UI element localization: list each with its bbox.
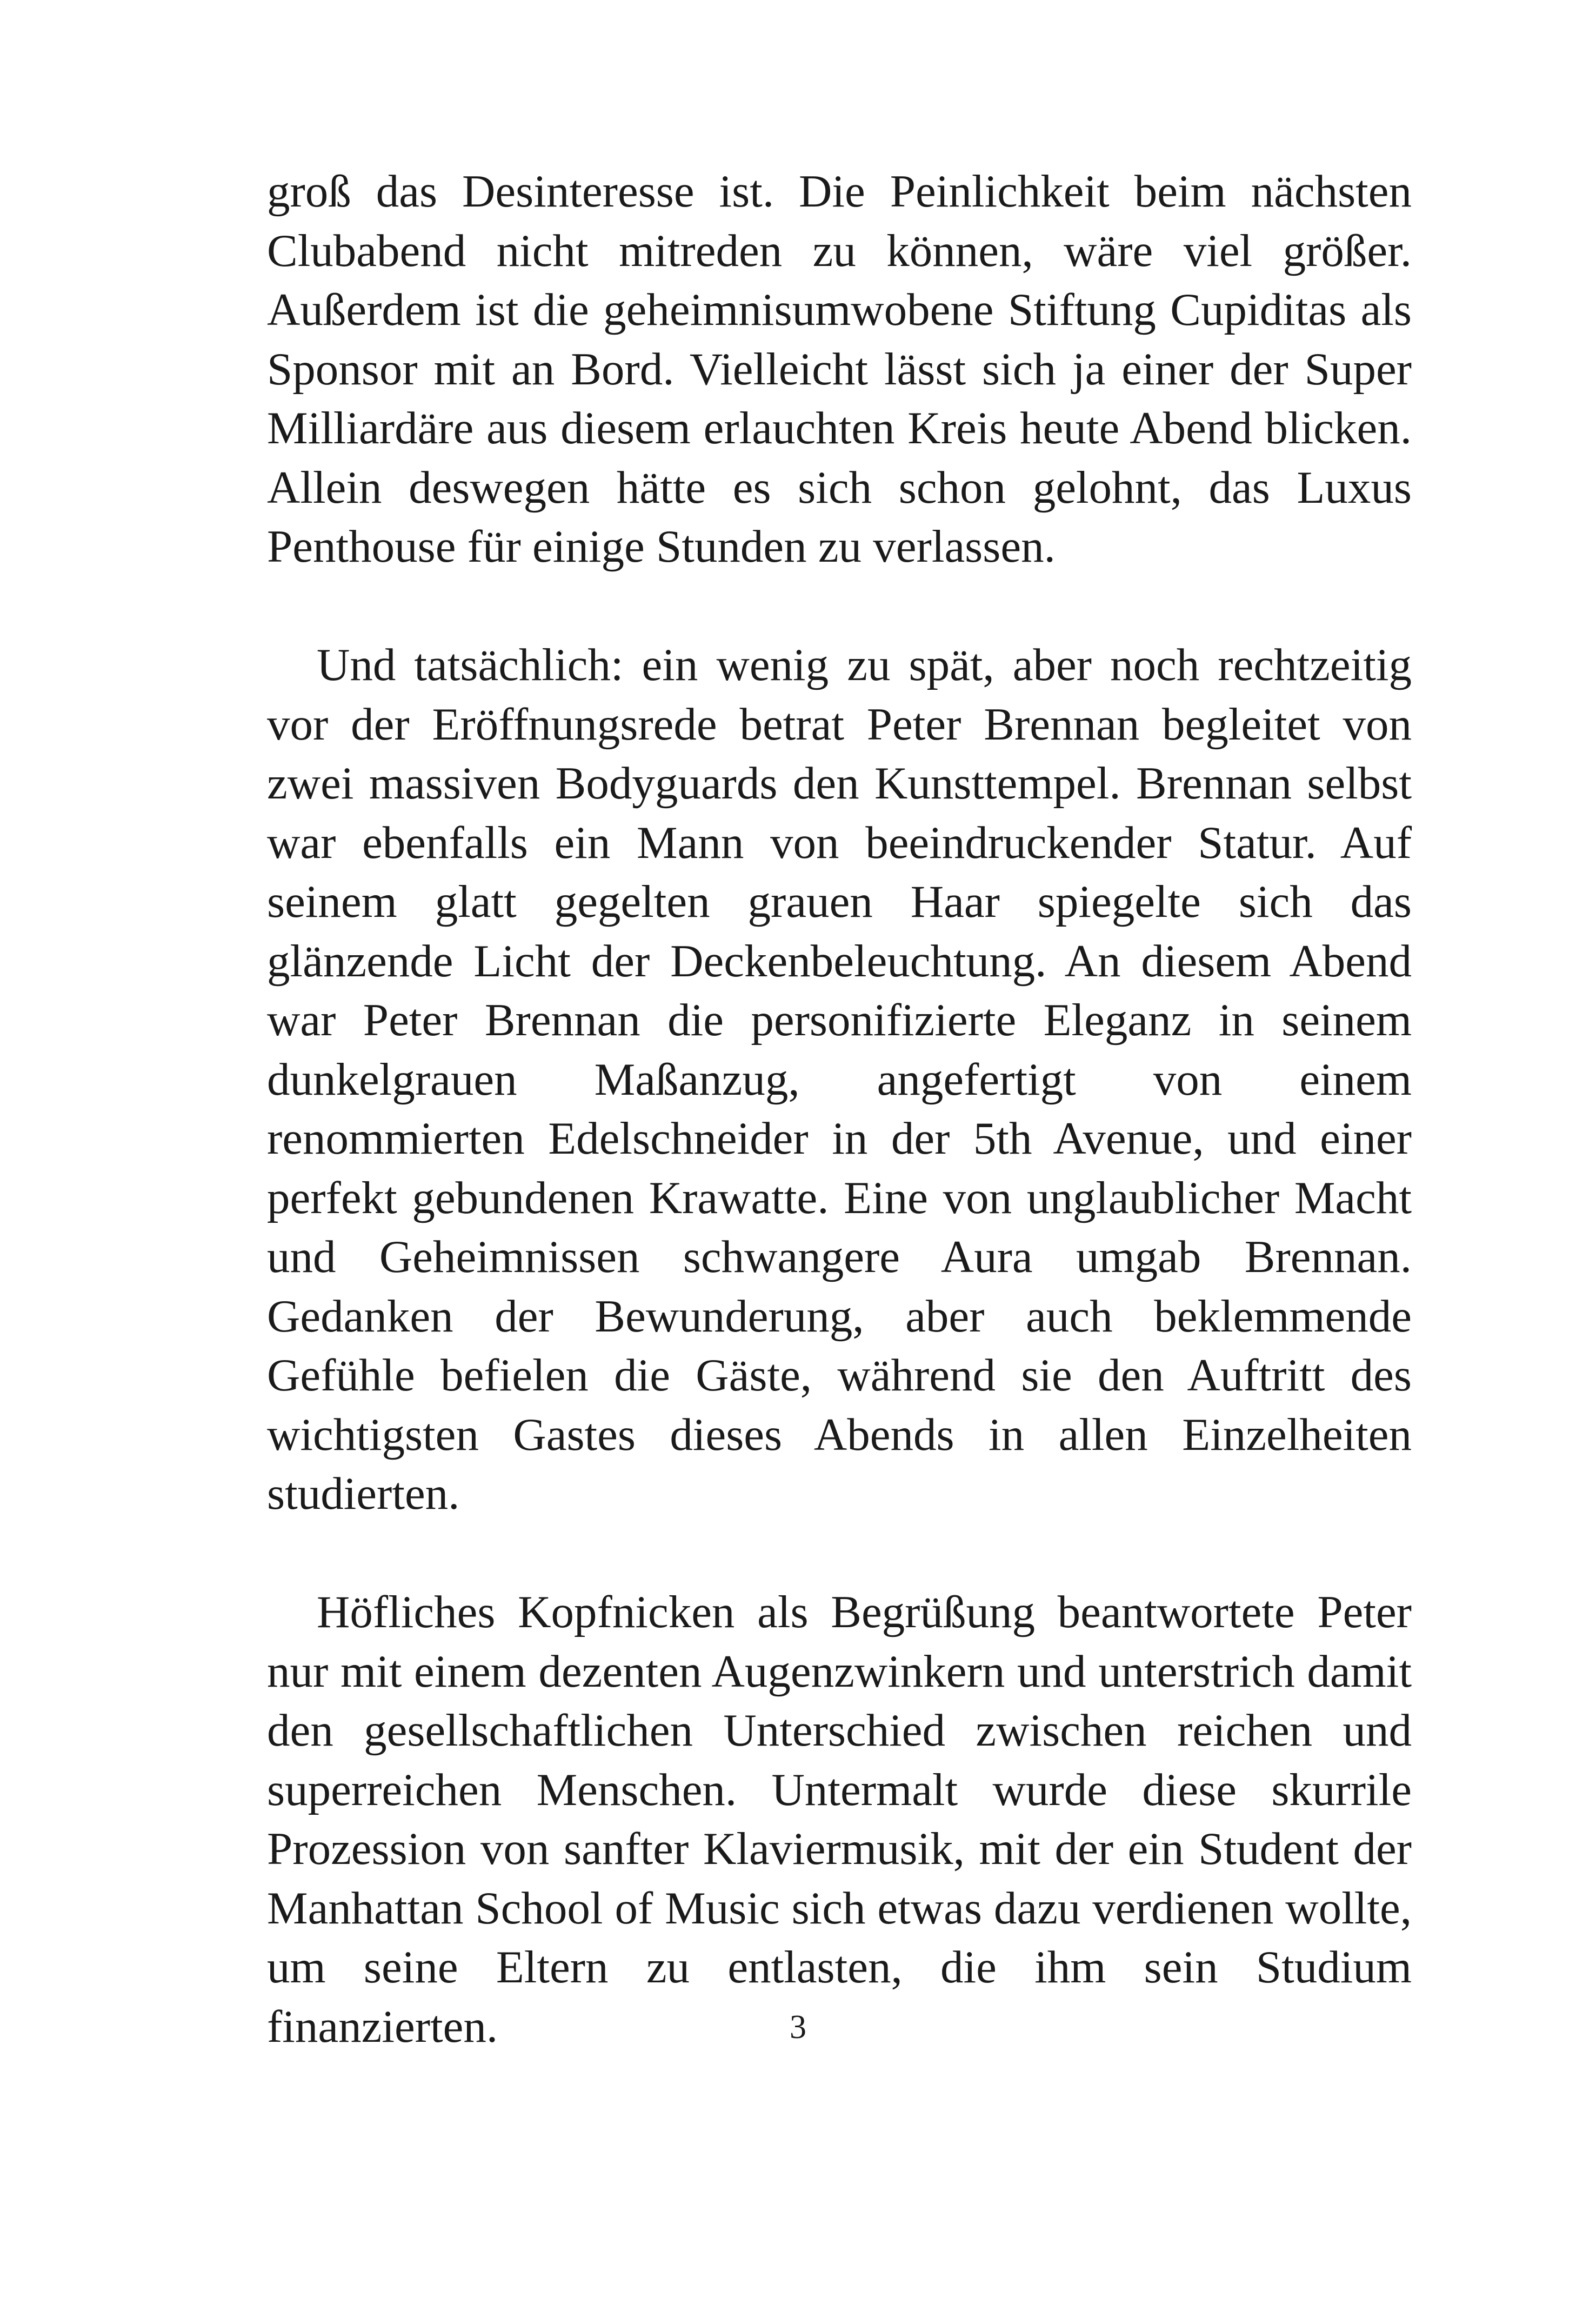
page-number: 3 <box>790 2009 806 2046</box>
paragraph-1: groß das Desinteresse ist. Die Peinlichkeit beim nächsten Clubabend nicht mitreden zu können, wäre viel größer. Außerdem ist die geheimnisumwobene Stiftung Cupiditas als Sponsor mit an Bord. Vielleicht lässt sich ja einer der Super Milliardäre aus diesem erlauchten Kreis heute Abend blicken. Allein deswegen hätte es sich schon gelohnt, das Luxus Penthouse für einige Stunden zu verlassen. <box>267 166 1412 572</box>
paragraph-2: Und tatsächlich: ein wenig zu spät, aber noch rechtzeitig vor der Eröffnungsrede betrat Peter Brennan begleitet von zwei massiven Bodyguards den Kunsttempel. Brennan selbst war ebenfalls ein Mann von beeindruckender Statur. Auf seinem glatt gegelten grauen Haar spiegelte sich das glänzende Licht der Deckenbeleuchtung. An diesem Abend war Peter Brennan die personifizierte Eleganz in seinem dunkelgrauen Maßanzug, angefertigt von einem renommierten Edelschneider in der 5th Avenue, und einer perfekt gebundenen Krawatte. Eine von unglaublicher Macht und Geheimnissen schwangere Aura umgab Brennan. Gedanken der Bewunderung, aber auch beklemmende Gefühle befielen die Gäste, während sie den Auftritt des wichtigsten Gastes dieses Abends in allen Einzelheiten studierten. <box>267 640 1412 1519</box>
paragraph-3: Höfliches Kopfnicken als Begrüßung beantwortete Peter nur mit einem dezenten Augenzwinkern und unterstrich damit den gesellschaftlichen Unterschied zwischen reichen und superreichen Menschen. Untermalt wurde diese skurrile Prozession von sanfter Klaviermusik, mit der ein Student der Manhattan School of Music sich etwas dazu verdienen wollte, um seine Eltern zu entlasten, die ihm sein Studium finanzierten. <box>267 1587 1412 2052</box>
body-text <box>267 162 1412 2056</box>
